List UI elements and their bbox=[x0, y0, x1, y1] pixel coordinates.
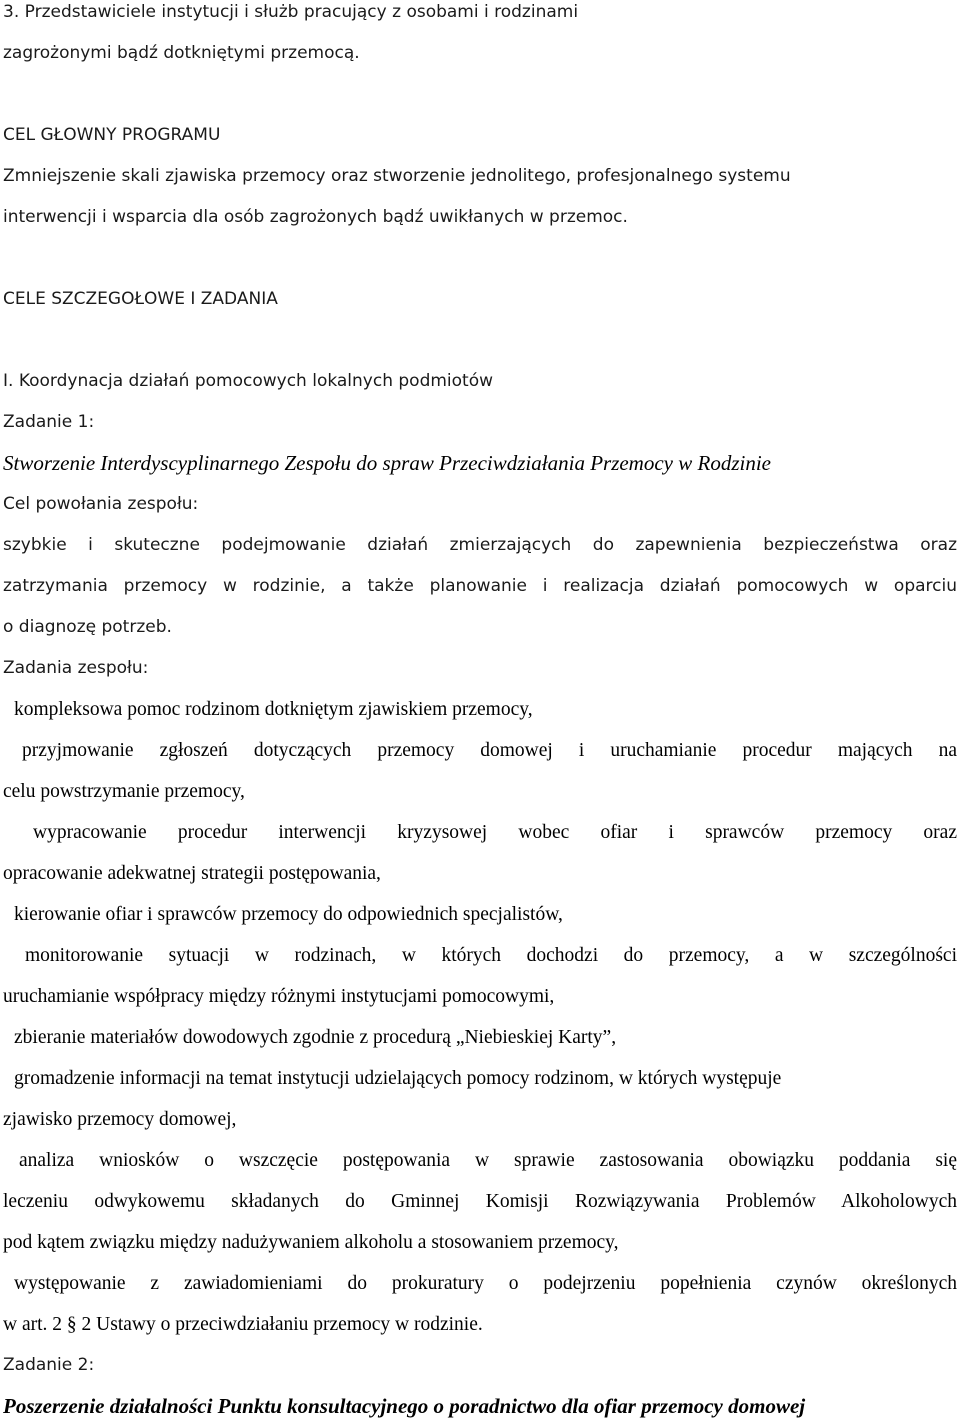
list-item-cont: w art. 2 § 2 Ustawy o przeciwdziałaniu przemocy w rodzinie. bbox=[3, 1314, 483, 1335]
task-label: Zadanie 1: bbox=[3, 412, 95, 432]
list-item: przyjmowanie zgłoszeń dotyczących przemocy domowej i uruchamianie procedur mających na bbox=[22, 740, 957, 761]
list-item: wypracowanie procedur interwencji kryzysowej wobec ofiar i sprawców przemocy oraz bbox=[33, 822, 957, 843]
list-item: kierowanie ofiar i sprawców przemocy do odpowiednich specjalistów, bbox=[14, 904, 563, 925]
doc-line: zatrzymania przemocy w rodzinie, a także planowanie i realizacja działań pomocowych w oparciu bbox=[3, 576, 957, 596]
doc-line: szybkie i skuteczne podejmowanie działań zmierzających do zapewnienia bezpieczeństwa oraz bbox=[3, 535, 957, 555]
doc-line: zagrożonymi bądź dotkniętymi przemocą. bbox=[3, 43, 360, 63]
task-title: Stworzenie Interdyscyplinarnego Zespołu do spraw Przeciwdziałania Przemocy w Rodzinie bbox=[3, 451, 771, 475]
doc-line: interwencji i wsparcia dla osób zagrożonych bądź uwikłanych w przemoc. bbox=[3, 207, 628, 227]
task-label: Zadanie 2: bbox=[3, 1355, 95, 1375]
list-item-cont: pod kątem związku między nadużywaniem alkoholu a stosowaniem przemocy, bbox=[3, 1232, 619, 1253]
doc-line: 3. Przedstawiciele instytucji i służb pracujący z osobami i rodzinami bbox=[3, 2, 579, 22]
spacer bbox=[3, 74, 957, 115]
section-heading-coordination: I. Koordynacja działań pomocowych lokalnych podmiotów bbox=[3, 371, 494, 391]
section-heading-detailed-goals: CELE SZCZEGOŁOWE I ZADANIA bbox=[3, 289, 278, 309]
spacer bbox=[3, 320, 957, 361]
doc-line: Zmniejszenie skali zjawiska przemocy oraz stworzenie jednolitego, profesjonalnego systemu bbox=[3, 166, 791, 186]
list-item: analiza wniosków o wszczęcie postępowania w sprawie zastosowania obowiązku poddania się bbox=[19, 1150, 957, 1171]
list-item: zbieranie materiałów dowodowych zgodnie z procedurą „Niebieskiej Karty”, bbox=[14, 1027, 617, 1048]
section-heading-main-goal: CEL GŁOWNY PROGRAMU bbox=[3, 125, 221, 145]
doc-line: o diagnozę potrzeb. bbox=[3, 617, 172, 637]
list-item-cont: leczeniu odwykowemu składanych do Gminnej Komisji Rozwiązywania Problemów Alkoholowych bbox=[3, 1191, 957, 1212]
list-item-cont: celu powstrzymanie przemocy, bbox=[3, 781, 245, 802]
subheading: Zadania zespołu: bbox=[3, 658, 149, 678]
list-item-cont: zjawisko przemocy domowej, bbox=[3, 1109, 237, 1130]
list-item: występowanie z zawiadomieniami do prokuratury o podejrzeniu popełnienia czynów określonych bbox=[14, 1273, 957, 1294]
list-item-cont: uruchamianie współpracy między różnymi instytucjami pomocowymi, bbox=[3, 986, 555, 1007]
spacer bbox=[3, 238, 957, 279]
list-item-cont: opracowanie adekwatnej strategii postępowania, bbox=[3, 863, 381, 884]
list-item: gromadzenie informacji na temat instytucji udzielających pomocy rodzinom, w których występuje bbox=[14, 1068, 782, 1089]
list-item: monitorowanie sytuacji w rodzinach, w których dochodzi do przemocy, a w szczególności bbox=[25, 945, 957, 966]
list-item: kompleksowa pomoc rodzinom dotkniętym zjawiskiem przemocy, bbox=[14, 699, 533, 720]
task-title: Poszerzenie działalności Punktu konsultacyjnego o poradnictwo dla ofiar przemocy domowej bbox=[3, 1394, 806, 1418]
subheading: Cel powołania zespołu: bbox=[3, 494, 199, 514]
